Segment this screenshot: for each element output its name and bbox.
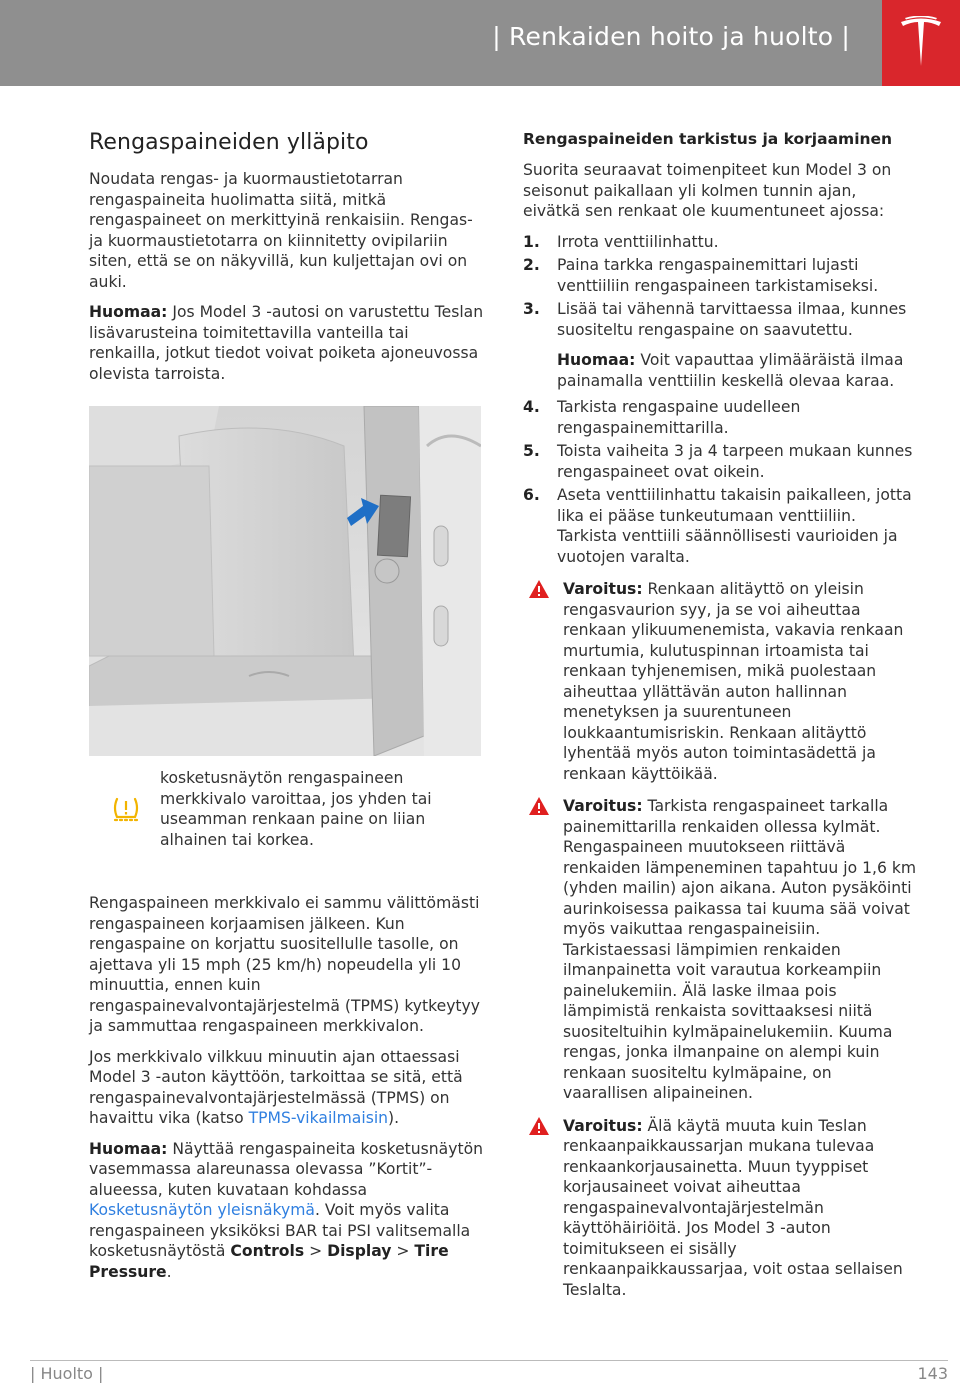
tpms-indicator-text: kosketusnäytön rengaspaineen merkkivalo varoittaa, jos yhden tai useamman renkaan paine on liian alhainen tai korkea. xyxy=(160,769,432,849)
tpms-fault-link[interactable]: TPMS-vikailmaisin xyxy=(248,1109,389,1127)
procedure-steps xyxy=(523,232,918,568)
warning-text xyxy=(563,1116,918,1301)
step-text: Lisää tai vähennä tarvittaessa ilmaa, kunnes suositeltu rengaspaine on saavutettu. xyxy=(557,300,907,339)
tesla-logo-icon xyxy=(899,16,943,68)
left-column xyxy=(89,130,484,1292)
note-paragraph xyxy=(89,302,484,384)
step-item xyxy=(523,232,918,253)
note-label: Huomaa: xyxy=(89,1139,168,1158)
text-span: Voit vapauttaa ylimääräistä ilmaa painamalla venttiilin keskellä olevaa karaa. xyxy=(557,351,904,390)
footer-section: | Huolto | xyxy=(30,1364,104,1383)
paragraph-light-reset: Rengaspaineen merkkivalo ei sammu välittömästi rengaspaineen korjaamisen jälkeen. Kun rengaspaine on korjattu suositellulle tasolle, on ajettava yli 15 mph (25 km/h) nopeudella yli 10 minuuttia, ennen kuin rengaspainevalvontajärjestelmä (TPMS) kytkeytyy ja sammuttaa rengaspaineen merkkivalon. xyxy=(89,894,481,1035)
warning-block xyxy=(523,579,918,784)
page-number: 143 xyxy=(917,1364,948,1383)
step-number: 5. xyxy=(523,442,540,460)
step-item xyxy=(523,485,918,567)
right-column xyxy=(523,130,918,1312)
touchscreen-overview-link[interactable]: Kosketusnäytön yleisnäkymä xyxy=(89,1201,315,1219)
step-note xyxy=(557,350,918,391)
step-item xyxy=(523,255,918,296)
section-heading: Rengaspaineiden ylläpito xyxy=(89,130,369,155)
step-item xyxy=(523,441,918,482)
warning-triangle-icon xyxy=(528,579,550,599)
step-number: 4. xyxy=(523,398,540,416)
step-text: Aseta venttiilinhattu takaisin paikalleen, jotta lika ei pääse tunkeutumaan venttiiliin. Tarkista venttiili säännöllisesti vaurioiden ja vuotojen varalta. xyxy=(557,486,912,566)
intro-paragraph: Noudata rengas- ja kuormaustietotarran rengaspaineita huolimatta siitä, mitkä rengaspaineet on merkittyinä renkaisiin. Rengas- ja kuormaustietotarra on kiinnitetty ovipilariin siten, että se on näkyvillä, kun kuljettajan ovi on auki. xyxy=(89,170,473,291)
text-span: Tarkista rengaspaineet tarkalla painemittarilla renkaiden ollessa kylmät. Rengaspaineen muutokseen riittävä renkaiden lämpeneminen tapahtuu jo 1,6 km (yhden mailin) ajon aikana. Auton pysäköinti aurinkoisessa paikassa tai kuuma sää voivat myös vaikuttaa rengaspaineisiin. Tarkistaessasi lämpimien renkaiden ilmanpainetta voit varautua korkeampiin painelukemiin. Älä laske ilmaa pois lämpimistä renkaista sovittaaksesi niitä suositeltuihin kylmäpainelukemiin. Kuuma rengas, jonka ilmanpaine on alempi kuin renkaan suositeltu kylmäpaine, on vaarallisen alipaineinen. xyxy=(563,797,917,1102)
warning-triangle-icon xyxy=(528,796,550,816)
footer-divider xyxy=(30,1360,948,1361)
door-pillar-photo xyxy=(89,406,481,756)
menu-controls: Controls xyxy=(230,1242,305,1260)
text-span: > xyxy=(304,1242,328,1260)
step-number: 3. xyxy=(523,300,540,318)
subsection-heading: Rengaspaineiden tarkistus ja korjaaminen xyxy=(523,130,893,148)
warning-block xyxy=(523,796,918,1104)
text-span: Renkaan alitäyttö on yleisin rengasvaurion syy, ja se voi aiheuttaa renkaan ylikuumenemista, vakavia renkaan murtumia, kulutuspinnan irtoamista tai renkaan tyhjenemisen, mikä puolestaan aiheuttaa yllättävän auton hallinnan menetyksen ja suurentuneen loukkaantumisriskin. Renkaan alitäyttö lyhentää myös auton toimintasädettä ja renkaan käyttöikää. xyxy=(563,580,904,783)
warning-label: Varoitus: xyxy=(563,1116,643,1135)
text-span: Älä käytä muuta kuin Teslan renkaanpaikkaussarjan mukana tulevaa renkaankorjausainetta. Muun tyyppiset korjausaineet voivat aiheuttaa rengaspainevalvontajärjestelmän käyttöhäiriöitä. Jos Model 3 -auton toimitukseen ei sisälly renkaanpaikkaussarjaa, voit ostaa sellaisen Teslalta. xyxy=(563,1116,903,1299)
step-item xyxy=(523,299,918,391)
warning-label: Varoitus: xyxy=(563,797,643,815)
note-text: Jos Model 3 -autosi on varustettu Teslan lisävarusteina toimitettavilla vanteilla tai renkailla, jotkut tiedot voivat poiketa ajoneuvossa olevista tarroista. xyxy=(89,303,484,383)
text-span: Näyttää rengaspaineita kosketusnäytön vasemmassa alareunassa olevassa ”Kortit”-alueessa, kuten kuvataan kohdassa xyxy=(89,1139,483,1199)
warning-block xyxy=(523,1116,918,1301)
step-number: 1. xyxy=(523,232,540,251)
text-span: Jos merkkivalo vilkkuu minuutin ajan ottaessasi Model 3 -auton käyttöön, tarkoittaa se sitä, että rengaspainevalvontajärjestelmässä (TPMS) on havaittu vika (katso xyxy=(89,1047,463,1127)
procedure-intro: Suorita seuraavat toimenpiteet kun Model 3 on seisonut paikallaan yli kolmen tunnin ajan, eivätkä sen renkaat ole kuumentuneet ajossa: xyxy=(523,161,892,220)
header-title: | Renkaiden hoito ja huolto | xyxy=(492,22,850,51)
note-label: Huomaa: xyxy=(89,303,168,321)
menu-display: Display xyxy=(327,1242,392,1260)
warning-label: Varoitus: xyxy=(563,580,643,598)
warning-text xyxy=(563,579,918,784)
warning-triangle-icon xyxy=(528,1116,550,1136)
tpms-indicator-row xyxy=(89,768,484,873)
note-paragraph-2 xyxy=(89,1139,484,1283)
step-item xyxy=(523,397,918,438)
step-text: Paina tarkka rengaspainemittari lujasti venttiiliin rengaspaineen tarkistamiseksi. xyxy=(557,256,879,295)
warning-text xyxy=(563,796,918,1104)
step-number: 2. xyxy=(523,256,540,274)
step-text: Irrota venttiilinhattu. xyxy=(557,232,719,251)
step-text: Tarkista rengaspaine uudelleen rengaspainemittarilla. xyxy=(557,398,801,437)
text-span: . xyxy=(166,1262,172,1281)
text-span: ). xyxy=(388,1109,400,1127)
text-span: > xyxy=(391,1242,415,1260)
tpms-warning-icon xyxy=(111,794,141,824)
paragraph-light-blink xyxy=(89,1047,484,1129)
note-label: Huomaa: xyxy=(557,351,636,369)
text-span: . Voit myös valita rengaspaineen yksiköksi BAR tai PSI valitsemalla kosketusnäytöstä xyxy=(89,1201,471,1260)
step-text: Toista vaiheita 3 ja 4 tarpeen mukaan kunnes rengaspaineet ovat oikein. xyxy=(557,442,913,481)
menu-tire-pressure: Tire Pressure xyxy=(89,1242,449,1281)
step-number: 6. xyxy=(523,486,540,504)
page-header xyxy=(0,0,960,86)
tesla-logo xyxy=(882,0,960,86)
